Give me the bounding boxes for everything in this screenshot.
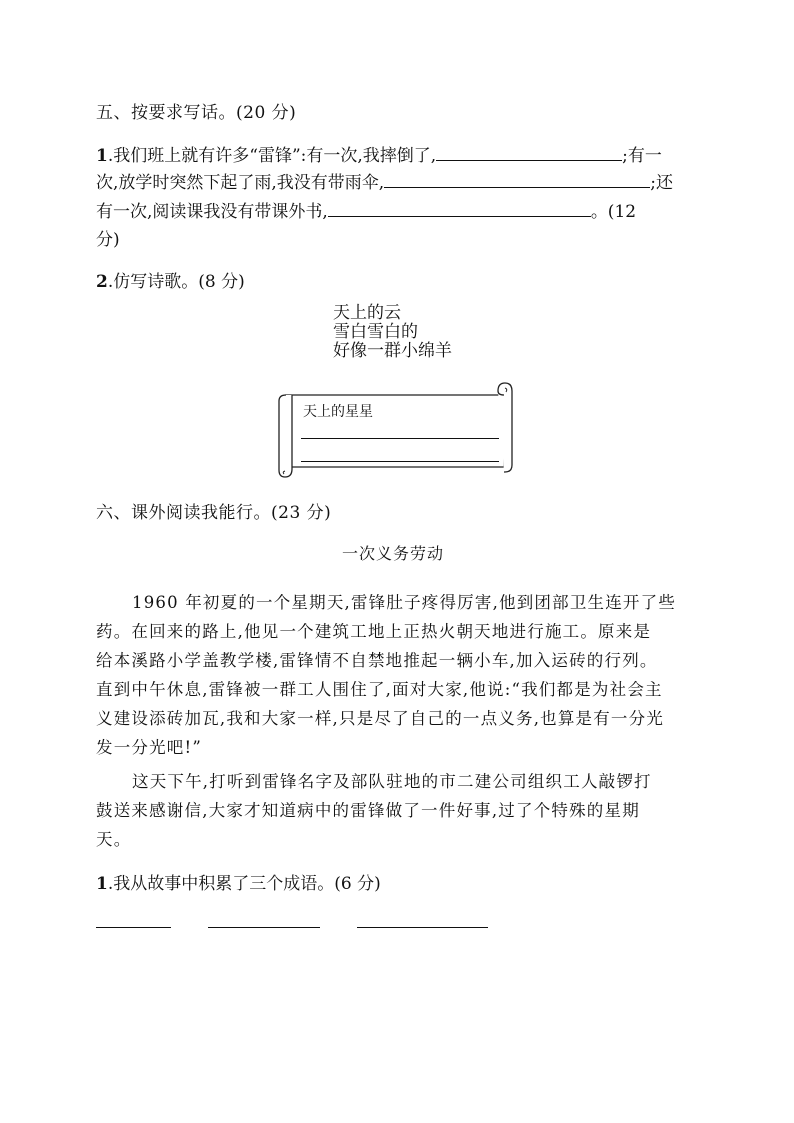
story-title: 一次义务劳动 xyxy=(342,544,445,563)
idiom-answer-blank[interactable] xyxy=(96,927,171,928)
scroll-prompt: 天上的星星 xyxy=(303,404,373,420)
section6-heading: 六、课外阅读我能行。(23 分) xyxy=(96,503,332,523)
poem-line: 雪白雪白的 xyxy=(333,322,418,342)
example-poem xyxy=(333,304,452,361)
question-number: 2 xyxy=(96,272,108,292)
paragraph-line: 天。 xyxy=(96,830,132,849)
question-text: .我从故事中积累了三个成语。(6 分) xyxy=(107,874,381,894)
question-1-line-2 xyxy=(96,168,673,193)
question-text: ;有一 xyxy=(622,146,662,166)
paragraph-line: 义建设添砖加瓦,我和大家一样,只是尽了自己的一点义务,也算是有一分光 xyxy=(96,709,665,728)
poem-line: 好像一群小绵羊 xyxy=(333,341,452,361)
question-1-line-1 xyxy=(96,141,662,166)
story-paragraph-1 xyxy=(96,588,706,762)
question-text: 次,放学时突然下起了雨,我没有带雨伞, xyxy=(96,173,385,193)
answer-blank[interactable] xyxy=(328,200,591,217)
idiom-answer-blank[interactable] xyxy=(208,927,320,928)
paragraph-line: 给本溪路小学盖教学楼,雷锋情不自禁地推起一辆小车,加入运砖的行列。 xyxy=(96,651,658,670)
paragraph-line: 鼓送来感谢信,大家才知道病中的雷锋做了一件好事,过了个特殊的星期 xyxy=(96,801,640,820)
scroll-frame xyxy=(276,379,516,481)
paragraph-line: 发一分光吧!” xyxy=(96,738,202,757)
poem-line: 天上的云 xyxy=(333,303,401,323)
question-text: 有一次,阅读课我没有带课外书, xyxy=(96,202,328,222)
poem-answer-blank[interactable] xyxy=(301,438,499,439)
question-text: 。(12 xyxy=(590,202,637,222)
question-text: .仿写诗歌。(8 分) xyxy=(107,272,245,292)
poem-answer-blank[interactable] xyxy=(301,461,499,462)
paragraph-line: 直到中午休息,雷锋被一群工人围住了,面对大家,他说:“我们都是为社会主 xyxy=(96,680,663,699)
question-text: .我们班上就有许多“雷锋”:有一次,我摔倒了, xyxy=(107,146,437,166)
reading-question-1 xyxy=(96,869,381,894)
section5-heading: 五、按要求写话。(20 分) xyxy=(96,103,297,123)
answer-blank[interactable] xyxy=(384,171,650,188)
question-2 xyxy=(96,267,245,292)
idiom-answer-blank[interactable] xyxy=(357,927,488,928)
question-number: 1 xyxy=(96,874,108,894)
paragraph-line: 1960 年初夏的一个星期天,雷锋肚子疼得厉害,他到团部卫生连开了些 xyxy=(132,593,677,612)
question-text: ;还 xyxy=(650,173,673,193)
question-1-line-4: 分) xyxy=(96,230,120,250)
paragraph-line: 这天下午,打听到雷锋名字及部队驻地的市二建公司组织工人敲锣打 xyxy=(132,772,652,791)
question-number: 1 xyxy=(96,146,108,166)
answer-blank[interactable] xyxy=(436,144,622,161)
story-paragraph-2 xyxy=(96,767,706,854)
question-1-line-3 xyxy=(96,197,636,222)
paragraph-line: 药。在回来的路上,他见一个建筑工地上正热火朝天地进行施工。原来是 xyxy=(96,622,652,641)
